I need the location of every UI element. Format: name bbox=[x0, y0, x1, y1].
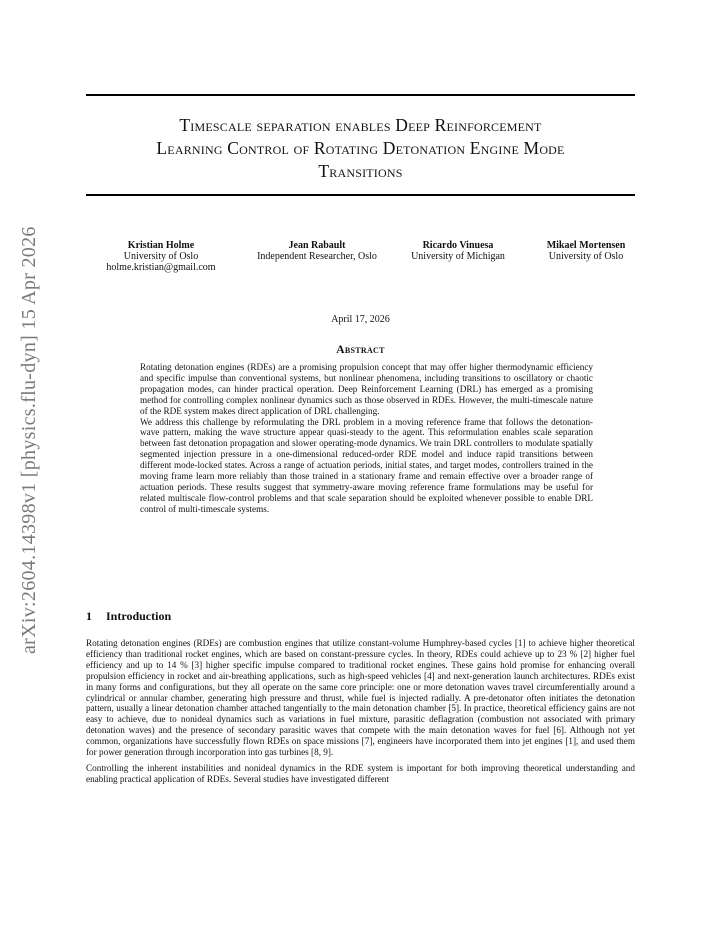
title-top-rule bbox=[86, 94, 635, 96]
arxiv-stamp: arXiv:2604.14398v1 [physics.flu-dyn] 15 Apr 2026 bbox=[18, 226, 40, 654]
author bbox=[86, 240, 236, 273]
section-title: Introduction bbox=[106, 609, 172, 623]
paper-title bbox=[86, 114, 635, 183]
abstract-paragraph: Rotating detonation engines (RDEs) are a promising propulsion concept that may offer higher thermodynamic efficiency and specific impulse than conventional systems, but nonlinear phenomena, including transitions to oscillatory or chaotic propagation modes, can hinder practical operation. Deep Reinforcement Learning (DRL) has emerged as a promising method for controlling complex nonlinear dynamics such as those observed in RDEs. However, the multi-timescale nature of the RDE system makes direct application of DRL challenging. bbox=[140, 362, 593, 416]
body-paragraph: Rotating detonation engines (RDEs) are combustion engines that utilize constant-volume Humphrey-based cycles [1] to achieve higher theoretical efficiency than traditional rocket engines, which are based on constant-pressure cycles. In theory, RDEs could achieve up to 23 % [2] higher fuel efficiency and up to 14 % [3] higher specific impulse compared to traditional rocket engines. These gains hold promise for enhancing overall propulsion efficiency in rocket and air-breathing applications, such as high-speed vehicles [4] and next-generation launch architectures. RDEs exist in many forms and configurations, but they all operate on the same core principle: one or more detonation waves travel circumferentially around a cylindrical or annular chamber, generating high pressure and thrust, while fuel is injected radially. A pre-detonator often initiates the detonation pattern, usually a linear detonation chamber attached tangentially to the main detonation chamber [5]. In practice, theoretical efficiency gains are not easy to achieve, due to nonideal dynamics such as variations in fuel mixture, parasitic deflagration (combustion not associated with primary detonation waves) and the presence of secondary parasitic waves that compete with the main detonation waves for fuel [6]. Although not yet common, organizations have successfully flown RDEs on space missions [7], engineers have incorporated them into jet engines [1], and used them for power generation through incorporation into gas turbines [8, 9]. bbox=[86, 638, 635, 758]
section-number: 1 bbox=[86, 609, 92, 623]
section-body bbox=[86, 638, 635, 790]
author-affiliation: University of Oslo bbox=[123, 251, 199, 262]
section-heading bbox=[86, 609, 171, 624]
author bbox=[238, 240, 396, 262]
abstract-paragraph: We address this challenge by reformulating the DRL problem in a moving reference frame that follows the detonation-wave pattern, making the wave structure appear quasi-steady to the agent. This reformulation enables scale separation between fast detonation propagation and slower operating-mode dynamics. We train DRL controllers to modulate spatially segmented injection pressure in a one-dimensional reduced-order RDE model and induce rapid transitions between different mode-locked states. Across a range of actuation periods, initial states, and target modes, controllers trained in the moving frame learn more reliably than those trained in a stationary frame and remain effective over a broader range of actuation periods. These results suggest that symmetry-aware moving reference frame formulations may be useful for related multiscale flow-control problems and that scale separation should be exploited whenever possible to enable DRL control of multi-timescale systems. bbox=[140, 416, 593, 514]
author-name: Jean Rabault bbox=[288, 240, 346, 251]
author-block bbox=[80, 240, 650, 280]
author-email[interactable]: holme.kristian@gmail.com bbox=[106, 262, 216, 273]
author-affiliation: University of Oslo bbox=[548, 251, 624, 262]
author-name: Kristian Holme bbox=[127, 240, 195, 251]
title-bottom-rule bbox=[86, 194, 635, 196]
title-line: Transitions bbox=[318, 161, 403, 181]
body-paragraph: Controlling the inherent instabilities and nonideal dynamics in the RDE system is important for both improving theoretical understanding and enabling practical application of RDEs. Several studies have investigated different bbox=[86, 762, 635, 784]
title-line: Timescale separation enables Deep Reinforcement bbox=[179, 115, 542, 135]
author-name: Ricardo Vinuesa bbox=[422, 240, 494, 251]
publication-date: April 17, 2026 bbox=[331, 314, 390, 325]
title-line: Learning Control of Rotating Detonation Engine Mode bbox=[156, 138, 565, 158]
author-affiliation: University of Michigan bbox=[411, 251, 505, 262]
author-name: Mikael Mortensen bbox=[546, 240, 626, 251]
abstract-heading: Abstract bbox=[336, 344, 385, 356]
author bbox=[398, 240, 518, 262]
author-affiliation: Independent Researcher, Oslo bbox=[257, 251, 377, 262]
abstract bbox=[140, 362, 593, 515]
author bbox=[522, 240, 650, 262]
